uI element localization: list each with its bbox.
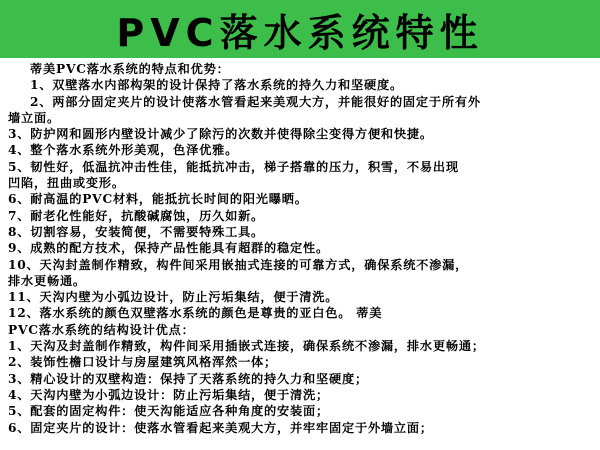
feature-line: 10、天沟封盖制作精致，构件间采用嵌抽式连接的可靠方式，确保系统不渗漏， [8,257,469,272]
structure-line: 6、固定夹片的设计：使落水管看起来美观大方，并牢牢固定于外墙立面； [8,420,433,435]
intro-heading: 蒂美PVC落水系统的特点和优势： [30,62,230,76]
feature-line-continuation: 排水更畅通。 [8,273,86,288]
structure-heading: PVC落水系统的结构设计优点： [8,322,195,337]
feature-line: 4、整个落水系统外形美观，色泽优雅。 [8,143,239,158]
structure-line: 3、精心设计的双壁构造：保持了天落系统的持久力和坚硬度； [8,371,368,386]
title-banner [0,0,600,58]
feature-line: 12、落水系统的颜色双壁落水系统的颜色是尊贵的亚白色。 蒂美 [8,306,383,321]
feature-line: 1、双壁落水内部构架的设计保持了落水系统的持久力和坚硬度。 [30,78,403,93]
feature-line-continuation: 凹陷，扭曲或变形。 [8,176,125,191]
feature-line-continuation: 墙立面。 [8,110,60,125]
feature-line: 5、韧性好，低温抗冲击性佳，能抵抗冲击，梯子搭靠的压力，积雪，不易出现 [8,159,459,174]
feature-line: 2、两部分固定夹片的设计使落水管看起来美观大方，并能很好的固定于所有外 [30,94,481,109]
structure-line: 5、配套的固定构件：使天沟能适应各种角度的安装面； [8,404,329,419]
feature-text-block [8,61,594,436]
structure-line: 1、天沟及封盖制作精致，构件间采用插嵌式连接，确保系统不渗漏，排水更畅通； [8,339,485,354]
feature-line: 9、成熟的配方技术，保持产品性能具有超群的稳定性。 [8,241,329,256]
feature-line: 11、天沟内壁为小弧边设计，防止污垢集结，便于清洗。 [8,290,339,305]
structure-line: 4、天沟内壁为小弧边设计：防止污垢集结，便于清洗； [8,387,329,402]
feature-line: 7、耐老化性能好，抗酸碱腐蚀，历久如新。 [8,208,265,223]
feature-line: 3、防护网和圆形内壁设计减少了除污的次数并使得除尘变得方便和快捷。 [8,127,433,142]
page-title: PVC落水系统特性 [116,10,484,55]
feature-line: 6、耐高温的PVC材料，能抵抗长时间的阳光曝晒。 [8,192,308,207]
structure-line: 2、装饰性檐口设计与房屋建筑风格浑然一体； [8,355,278,370]
feature-line: 8、切割容易，安装简便，不需要特殊工具。 [8,224,265,239]
